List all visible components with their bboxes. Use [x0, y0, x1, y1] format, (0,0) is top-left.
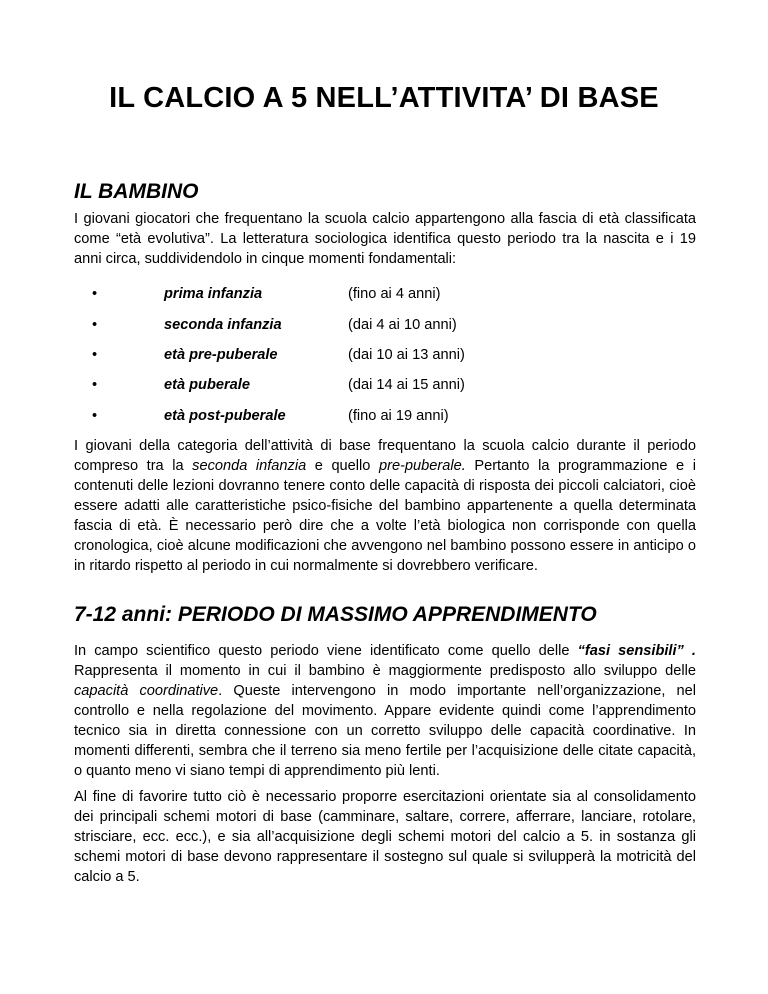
text-run: e quello	[306, 458, 379, 474]
schemi-motori-paragraph: Al fine di favorire tutto ciò è necessario proporre esercitazioni orientate sia al consolidamento dei principali schemi motori di base (camminare, saltare, correre, afferrare, lanciare, rotolare, strisciare, ecc. ecc.), e sia all’acquisizione degli schemi motori del calcio a 5. in sostanza gli schemi motori di base devono rappresentare il sostegno sul quale si svilupperà la motricità del calcio a 5.	[74, 789, 696, 885]
intro-paragraph: I giovani giocatori che frequentano la scuola calcio appartengono alla fascia di età classificata come “età evolutiva”. La letteratura sociologica identifica questo periodo tra la nascita e i 19 anni circa, suddividendolo in cinque momenti fondamentali:	[74, 211, 696, 267]
emphasis-seconda-infanzia: seconda infanzia	[192, 458, 307, 474]
list-item	[74, 406, 694, 426]
bullet-icon: •	[92, 286, 98, 302]
section-heading-bambino: IL BAMBINO	[74, 180, 199, 203]
list-item	[74, 345, 694, 365]
text-run: I giovani della categoria dell’attività di base frequentano la scuola calcio durante il periodo compreso tra la	[74, 438, 696, 474]
emphasis-fasi-sensibili: “fasi sensibili” .	[577, 643, 696, 659]
text-run: Rappresenta il momento in cui il bambino è maggiormente predisposto allo sviluppo delle	[74, 663, 696, 679]
stage-range: (dai 4 ai 10 anni)	[348, 317, 457, 333]
stage-range: (fino ai 19 anni)	[348, 408, 449, 424]
stage-term: prima infanzia	[164, 286, 263, 302]
stage-range: (dai 10 ai 13 anni)	[348, 347, 465, 363]
stage-range: (dai 14 ai 15 anni)	[348, 377, 465, 393]
stage-term: seconda infanzia	[164, 317, 282, 333]
category-paragraph	[74, 436, 696, 576]
list-item	[74, 315, 694, 335]
emphasis-pre-puberale: pre-puberale.	[378, 458, 466, 474]
fasi-sensibili-paragraph	[74, 641, 696, 781]
list-item	[74, 284, 694, 304]
stage-range: (fino ai 4 anni)	[348, 286, 441, 302]
list-item	[74, 375, 694, 395]
stage-term: età puberale	[164, 377, 250, 393]
section-heading-apprendimento: 7-12 anni: PERIODO DI MASSIMO APPRENDIMENTO	[74, 603, 597, 626]
document-title: IL CALCIO A 5 NELL’ATTIVITA’ DI BASE	[109, 82, 659, 114]
bullet-icon: •	[92, 317, 98, 333]
bullet-icon: •	[92, 347, 98, 363]
bullet-icon: •	[92, 377, 98, 393]
text-run: . Queste intervengono in modo importante nell’organizzazione, nel controllo e nella regolazione del movimento. Appare evidente quindi come l’apprendimento tecnico sia in diretta connessione con un corretto sviluppo delle capacità coordinative. In momenti differenti, sembra che il terreno sia meno fertile per l’acquisizione delle citate capacità, o quanto meno vi siano tempi di apprendimento più lenti.	[74, 683, 696, 779]
stage-term: età pre-puberale	[164, 347, 278, 363]
bullet-icon: •	[92, 408, 98, 424]
stage-term: età post-puberale	[164, 408, 286, 424]
text-run: In campo scientifico questo periodo viene identificato come quello delle	[74, 643, 578, 659]
emphasis-capacita-coordinative: capacità coordinative	[74, 683, 219, 699]
text-run: Pertanto la programmazione e i contenuti delle lezioni dovranno tenere conto delle capacità di risposta dei piccoli calciatori, cioè essere adatti alle caratteristiche psico-fisiche del bambino appartenente a quella determinata fascia di età. È necessario però dire che a volte l’età biologica non corrisponde con quella cronologica, cioè alcune modificazioni che avvengono nel bambino possono essere in anticipo o in ritardo rispetto al periodo in cui normalmente si dovrebbero verificare.	[74, 458, 696, 574]
